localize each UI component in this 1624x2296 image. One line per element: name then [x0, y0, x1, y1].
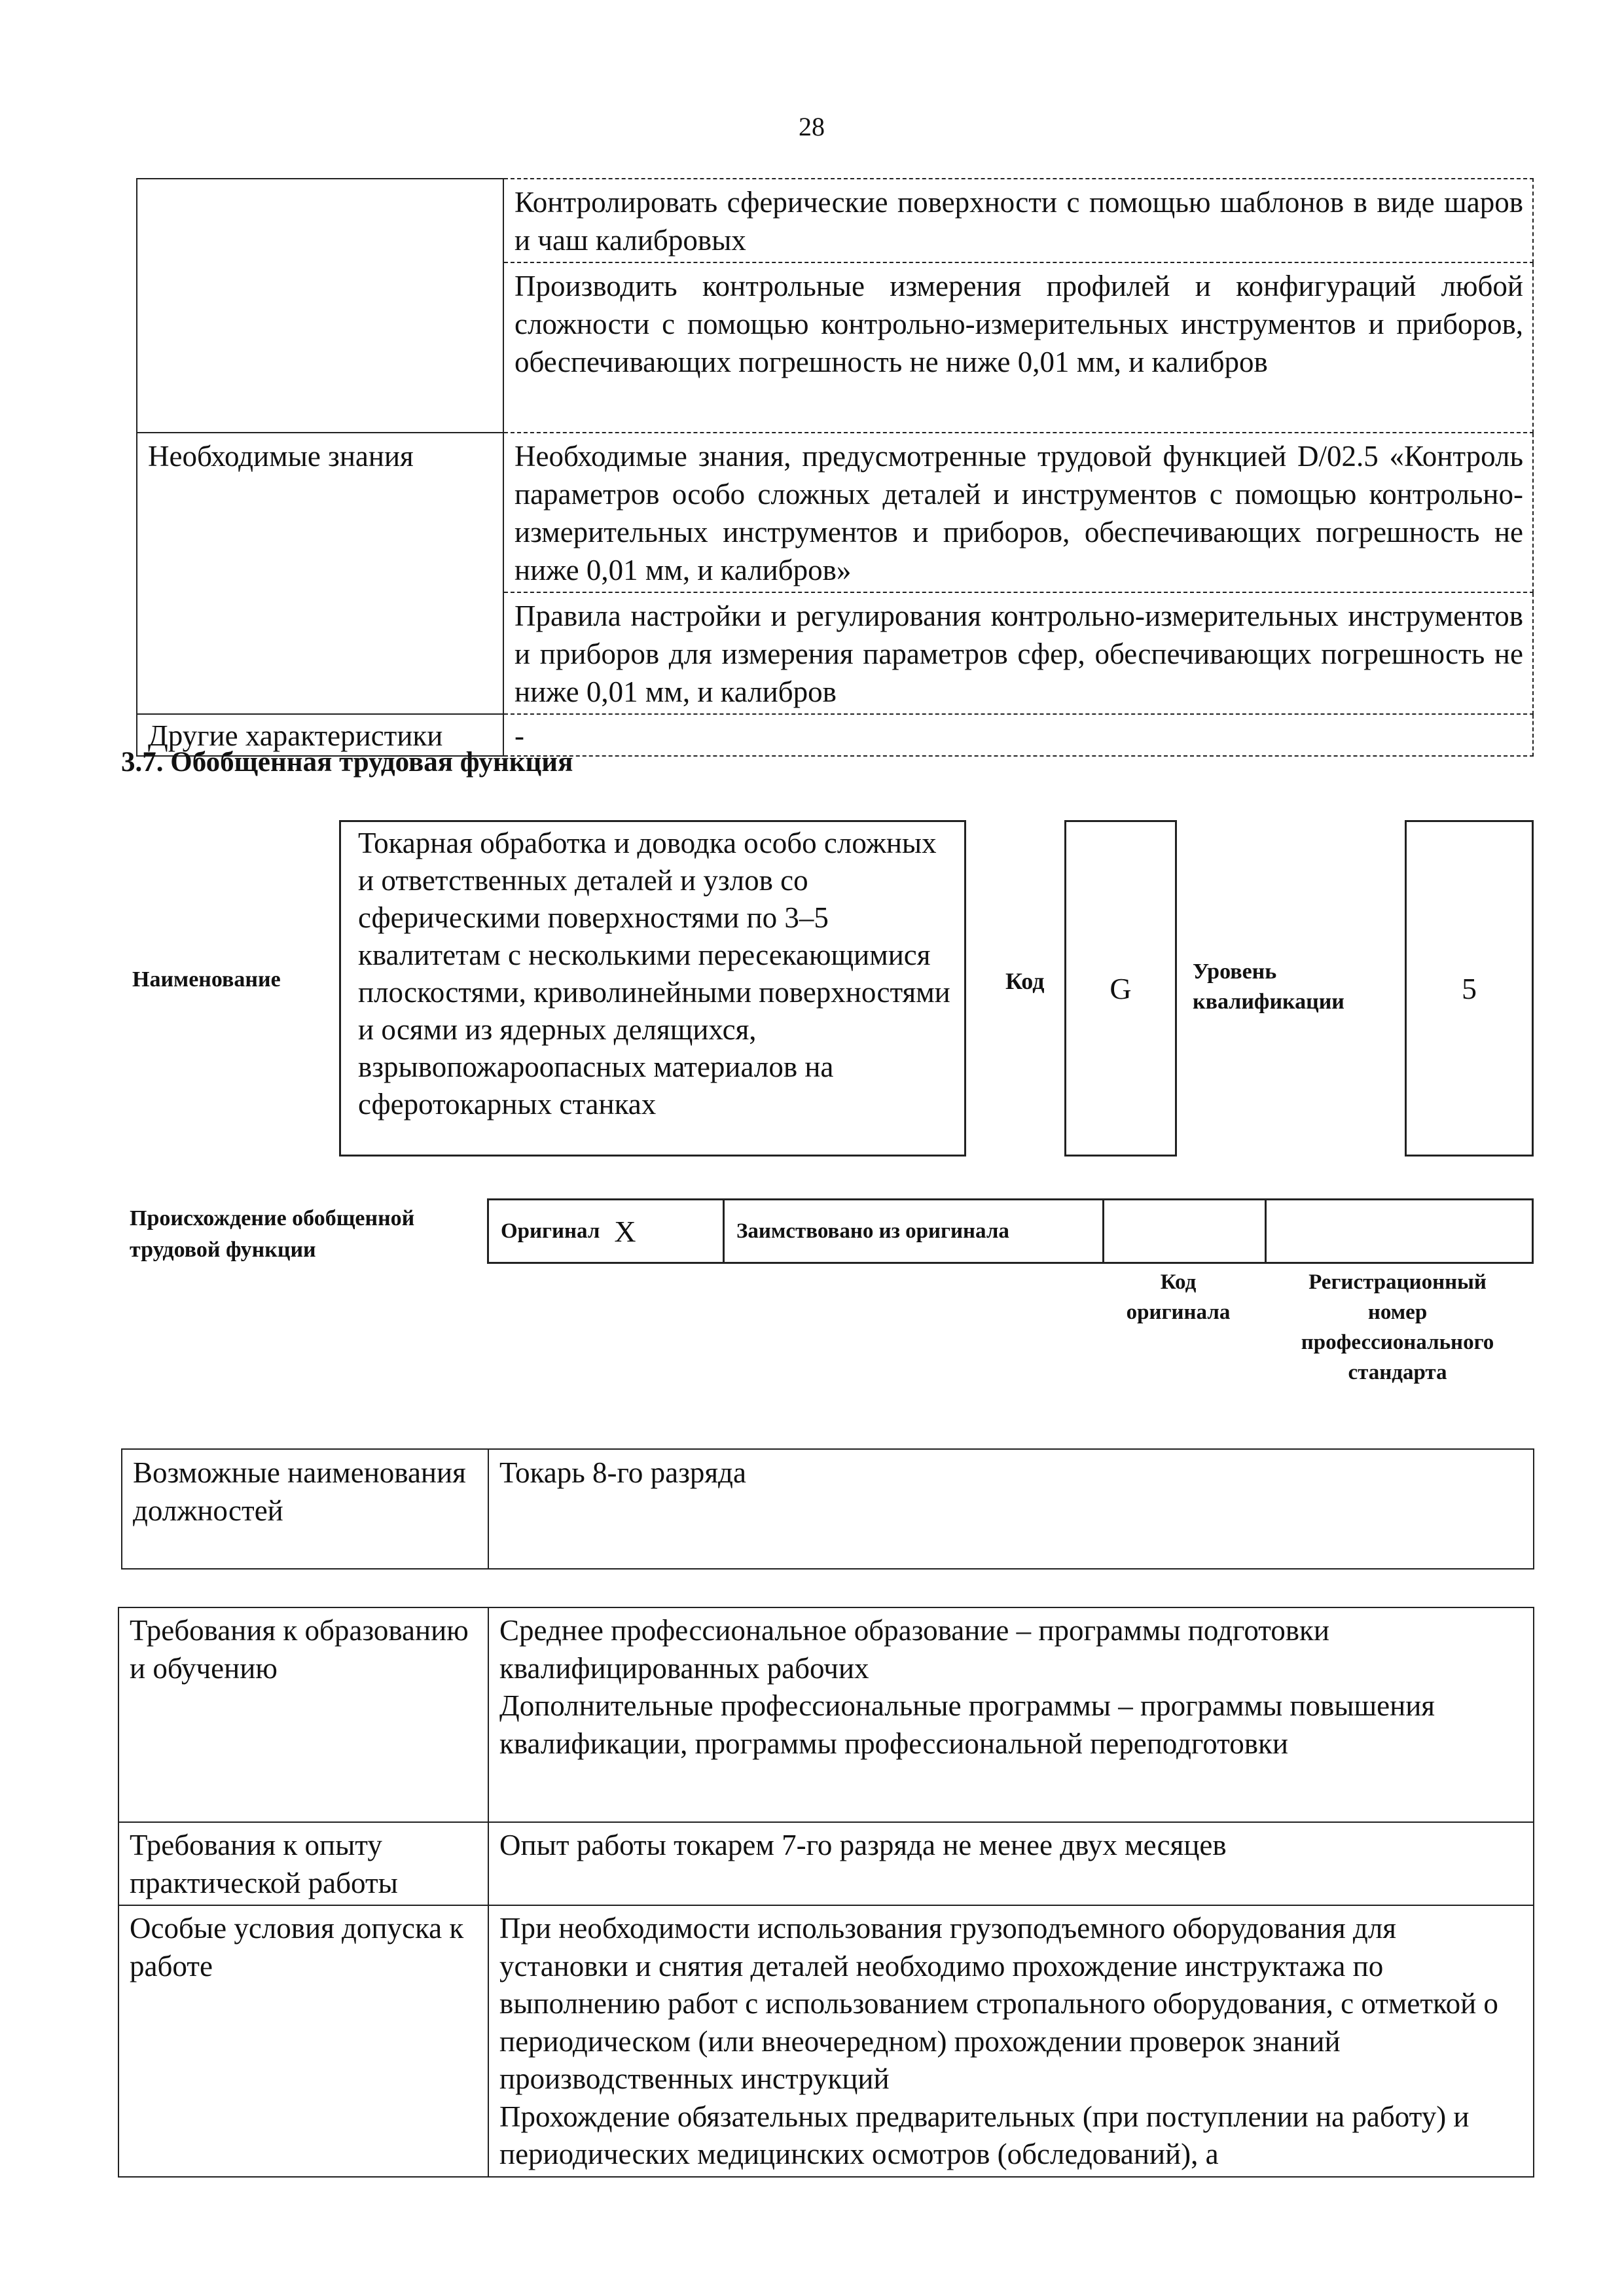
original-mark: X [614, 1214, 636, 1248]
caption-line: номер [1367, 1300, 1428, 1324]
admission-value [488, 1905, 1534, 2177]
education-label: Требования к образованию и обучению [118, 1607, 488, 1822]
caption-line: стандарта [1348, 1361, 1447, 1384]
level-value: 5 [1462, 971, 1477, 1005]
education-paragraph: Дополнительные профессиональные программы – программы повышения квалификации, программы профессиональной переподготовки [499, 1689, 1435, 1760]
positions-label: Возможные наименования должностей [122, 1449, 488, 1569]
admission-paragraph: Прохождение обязательных предварительных (при поступлении на работу) и периодических медицинских осмотров (обследований), а [499, 2100, 1470, 2170]
code-label: Код [1005, 968, 1045, 994]
qualification-level-label [1193, 957, 1389, 1017]
row-label-other: Другие характеристики [137, 714, 503, 756]
qualification-level-box [1405, 820, 1534, 1157]
function-name-box: Токарная обработка и доводка особо сложных и ответственных деталей и узлов со сферическими поверхностями по 3–5 квалитетам с несколькими пересекающимися плоскостями, криволинейными поверхностями и осями из ядерных делящихся, взрывопожароопасных материалов на сферотокарных станках [339, 820, 966, 1157]
page-number: 28 [799, 112, 825, 141]
original-code-caption [1100, 1267, 1257, 1327]
original-label: Оригинал [501, 1219, 600, 1243]
level-label-line: квалификации [1193, 990, 1344, 1014]
table-cell: Необходимые знания, предусмотренные трудовой функцией D/02.5 «Контроль параметров особо сложных деталей и инструментов с помощью контрольно-измерительных инструментов и приборов, обеспечивающих погрешность не ниже 0,01 мм, и калибров» [503, 433, 1533, 592]
table-row [118, 1607, 1534, 1822]
experience-label: Требования к опыту практической работы [118, 1822, 488, 1905]
experience-value: Опыт работы токарем 7-го разряда не менее двух месяцев [488, 1822, 1534, 1905]
education-paragraph: Среднее профессиональное образование – программы подготовки квалифицированных рабочих [499, 1614, 1329, 1685]
code-value: G [1110, 971, 1132, 1005]
row-label-knowledge: Необходимые знания [137, 433, 503, 714]
positions-value: Токарь 8-го разряда [488, 1449, 1534, 1569]
origin-table [487, 1198, 1534, 1264]
row-label [137, 179, 503, 433]
education-value [488, 1607, 1534, 1822]
table-row [137, 433, 1533, 592]
origin-label [130, 1203, 483, 1266]
admission-paragraph: При необходимости использования грузоподъемного оборудования для установки и снятия деталей необходимо прохождение инструктажа по выполнению работ с использованием стропального оборудования, с отметкой о периодическом (или внеочередном) прохождении проверок знаний производственных инструкций [499, 1912, 1498, 2095]
original-cell [489, 1200, 725, 1262]
name-label: Наименование [132, 967, 281, 992]
table-cell: - [503, 714, 1533, 756]
borrowed-label: Заимствовано из оригинала [736, 1219, 1009, 1243]
caption-line: Код [1160, 1270, 1197, 1294]
caption-line: профессионального [1301, 1331, 1494, 1354]
original-code-cell [1104, 1200, 1267, 1262]
admission-label: Особые условия допуска к работе [118, 1905, 488, 2177]
positions-table [121, 1448, 1534, 1570]
table-row [137, 179, 1533, 262]
requirements-table [118, 1607, 1534, 2178]
borrowed-cell [725, 1200, 1104, 1262]
registration-number-caption [1263, 1267, 1532, 1388]
code-box [1064, 820, 1177, 1157]
level-label-line: Уровень [1193, 960, 1277, 984]
table-cell: Производить контрольные измерения профилей и конфигураций любой сложности с помощью контрольно-измерительных инструментов и приборов, обеспечивающих погрешность не ниже 0,01 мм, и калибров [503, 262, 1533, 433]
table-row [118, 1905, 1534, 2177]
origin-label-line: трудовой функции [130, 1238, 316, 1262]
caption-line: оригинала [1126, 1300, 1231, 1324]
caption-line: Регистрационный [1308, 1270, 1487, 1294]
table-row [118, 1822, 1534, 1905]
requirements-continuation-table [136, 178, 1534, 757]
section-heading: 3.7. Обобщенная трудовая функция [121, 747, 573, 778]
table-cell: Правила настройки и регулирования контрольно-измерительных инструментов и приборов для измерения параметров сфер, обеспечивающих погрешность не ниже 0,01 мм, и калибров [503, 592, 1533, 714]
table-row [122, 1449, 1534, 1569]
table-cell: Контролировать сферические поверхности с помощью шаблонов в виде шаров и чаш калибровых [503, 179, 1533, 262]
origin-label-line: Происхождение обобщенной [130, 1206, 415, 1230]
registration-number-cell [1267, 1200, 1532, 1262]
